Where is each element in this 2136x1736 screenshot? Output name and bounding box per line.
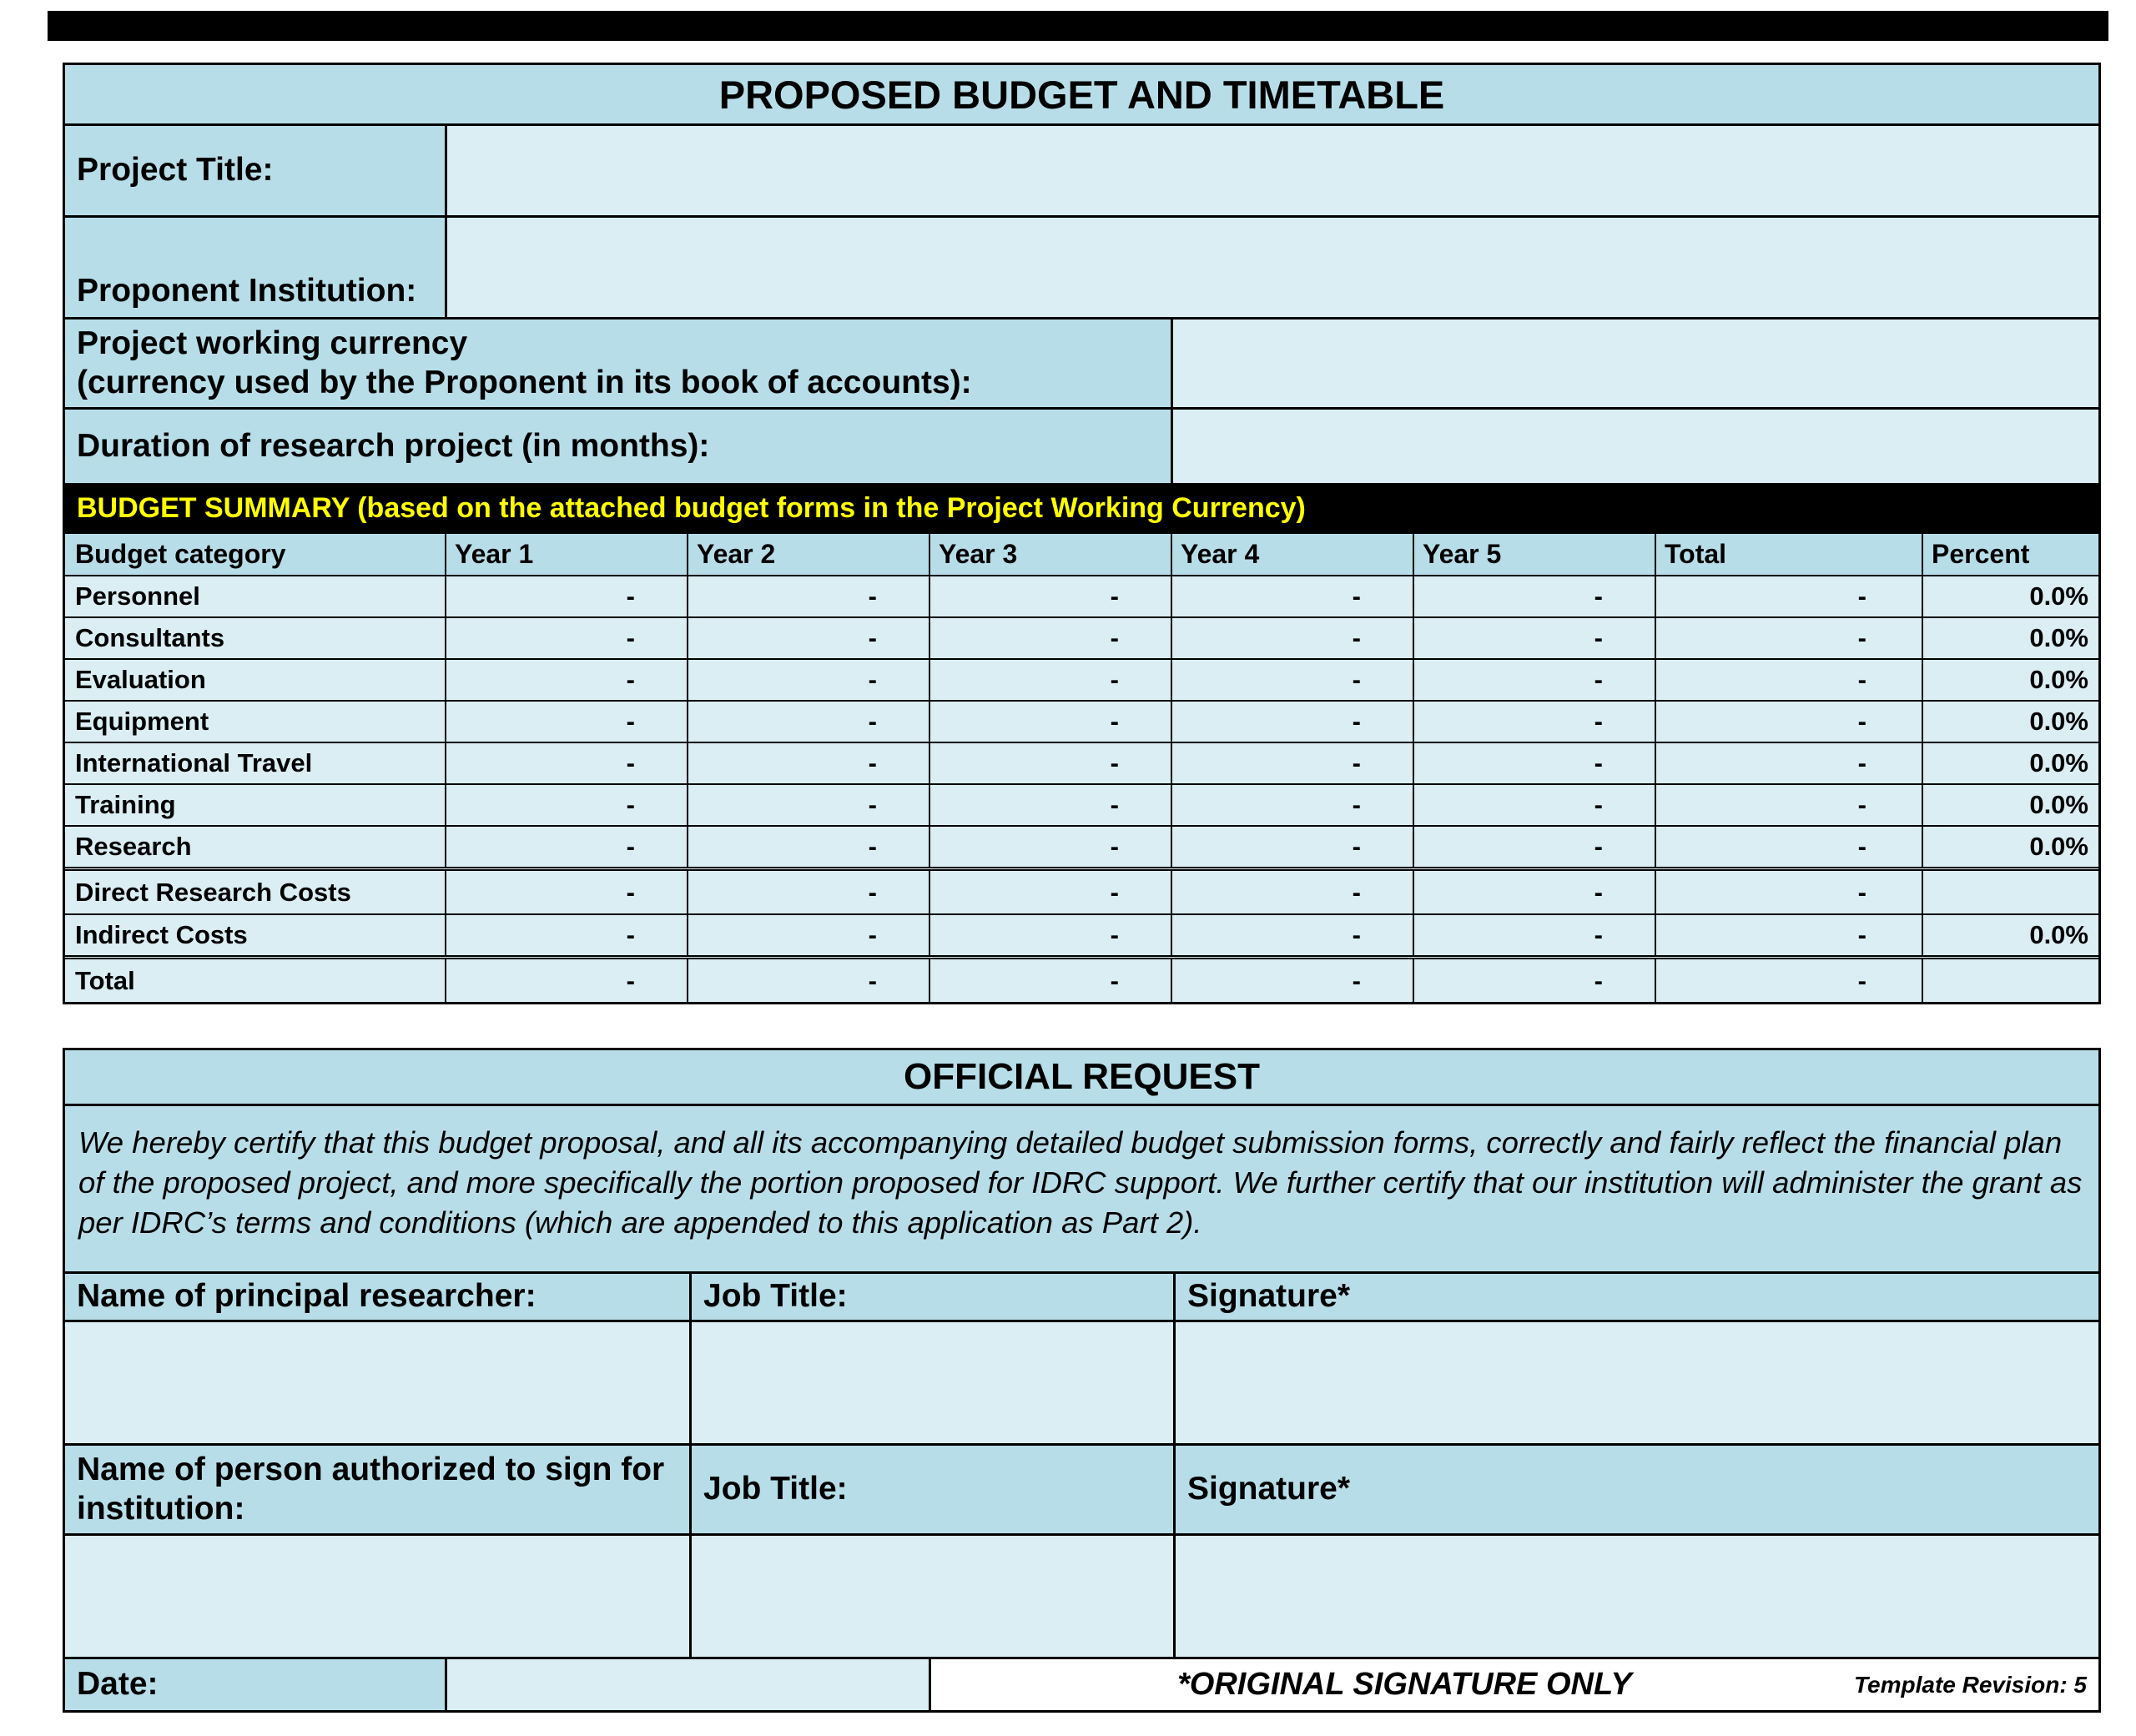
- budget-cell[interactable]: -: [1413, 915, 1655, 955]
- budget-cell[interactable]: -: [929, 827, 1171, 867]
- budget-cell[interactable]: -: [687, 959, 929, 1002]
- table-row-indirect-costs: [65, 913, 2098, 955]
- authorized-signature-label: Signature*: [1173, 1446, 2098, 1533]
- official-request-title: OFFICIAL REQUEST: [904, 1056, 1260, 1097]
- budget-cell-percent[interactable]: 0.0%: [1922, 576, 2098, 616]
- budget-row-label: Direct Research Costs: [75, 877, 351, 907]
- budget-cell-total[interactable]: -: [1655, 576, 1922, 616]
- budget-cell-percent[interactable]: 0.0%: [1922, 915, 2098, 955]
- working-currency-input[interactable]: [1171, 320, 2098, 407]
- budget-cell[interactable]: -: [1413, 576, 1655, 616]
- budget-cell-total[interactable]: -: [1655, 785, 1922, 825]
- budget-cell[interactable]: -: [687, 785, 929, 825]
- table-row-total: [65, 955, 2098, 1002]
- budget-cell[interactable]: -: [1171, 915, 1413, 955]
- column-header-budget-category: Budget category: [75, 539, 286, 569]
- date-row: [65, 1657, 2098, 1710]
- budget-row-label: Personnel: [75, 581, 200, 611]
- table-row-consultants: [65, 616, 2098, 658]
- budget-cell[interactable]: -: [929, 618, 1171, 658]
- project-title-row: [65, 123, 2098, 215]
- table-row-research: [65, 825, 2098, 867]
- budget-cell[interactable]: -: [445, 827, 687, 867]
- budget-cell[interactable]: -: [687, 660, 929, 700]
- budget-cell[interactable]: -: [445, 785, 687, 825]
- budget-cell[interactable]: -: [1171, 871, 1413, 913]
- official-request-section: [63, 1048, 2101, 1713]
- budget-row-label: Training: [75, 790, 176, 819]
- project-title-label: Project Title:: [65, 126, 445, 215]
- budget-cell-percent[interactable]: 0.0%: [1922, 743, 2098, 783]
- duration-input[interactable]: [1171, 410, 2098, 483]
- principal-entry-row: [65, 1320, 2098, 1443]
- budget-cell-percent[interactable]: 0.0%: [1922, 827, 2098, 867]
- budget-cell-total[interactable]: -: [1655, 618, 1922, 658]
- budget-cell[interactable]: -: [687, 915, 929, 955]
- budget-row-label: Consultants: [75, 623, 225, 652]
- budget-cell-total[interactable]: -: [1655, 959, 1922, 1002]
- budget-cell[interactable]: -: [687, 618, 929, 658]
- budget-row-label: Total: [75, 965, 135, 995]
- date-row-right: [929, 1659, 2098, 1710]
- authorized-signature-input[interactable]: [1173, 1536, 2098, 1657]
- budget-cell[interactable]: -: [1171, 785, 1413, 825]
- budget-cell[interactable]: -: [929, 785, 1171, 825]
- authorized-job-title-input[interactable]: [689, 1536, 1173, 1657]
- budget-cell[interactable]: -: [687, 827, 929, 867]
- budget-cell[interactable]: -: [1413, 871, 1655, 913]
- budget-cell-total[interactable]: -: [1655, 871, 1922, 913]
- budget-cell-percent[interactable]: 0.0%: [1922, 785, 2098, 825]
- budget-cell[interactable]: -: [1413, 743, 1655, 783]
- working-currency-label-line2: (currency used by the Proponent in its book of accounts):: [77, 364, 972, 400]
- budget-cell[interactable]: -: [929, 576, 1171, 616]
- budget-cell[interactable]: -: [1171, 743, 1413, 783]
- budget-cell[interactable]: -: [929, 871, 1171, 913]
- duration-row: [65, 407, 2098, 483]
- official-request-title-row: [65, 1050, 2098, 1104]
- table-row-evaluation: [65, 658, 2098, 700]
- budget-cell[interactable]: -: [445, 915, 687, 955]
- table-row-direct-research-costs: [65, 867, 2098, 913]
- certification-text: We hereby certify that this budget proposal, and all its accompanying detailed budget submission forms, correctly and fairly reflect the financial plan of the proposed project, and more specifically the portion proposed for IDRC support. We further certify that our institution will administer the grant as per IDRC’s terms and conditions (which are appended to this application as Part 2).: [65, 1106, 2098, 1271]
- budget-cell-total[interactable]: -: [1655, 660, 1922, 700]
- authorized-name-input[interactable]: [65, 1536, 689, 1657]
- budget-cell-total[interactable]: -: [1655, 915, 1922, 955]
- date-label: Date:: [65, 1659, 445, 1710]
- budget-cell-percent[interactable]: [1922, 959, 2098, 1002]
- budget-cell[interactable]: -: [445, 743, 687, 783]
- budget-cell[interactable]: -: [687, 702, 929, 742]
- budget-row-label: International Travel: [75, 748, 313, 777]
- principal-job-title-input[interactable]: [689, 1322, 1173, 1443]
- date-input[interactable]: [445, 1659, 929, 1710]
- proponent-institution-row: [65, 215, 2098, 317]
- authorized-name-label: Name of person authorized to sign for institution:: [65, 1446, 689, 1533]
- top-black-bar: [48, 11, 2108, 41]
- budget-cell-total[interactable]: -: [1655, 743, 1922, 783]
- budget-cell[interactable]: -: [445, 576, 687, 616]
- budget-cell[interactable]: -: [445, 618, 687, 658]
- budget-cell[interactable]: -: [929, 915, 1171, 955]
- budget-cell[interactable]: -: [1413, 785, 1655, 825]
- working-currency-label: [65, 320, 1171, 407]
- budget-cell[interactable]: -: [1413, 827, 1655, 867]
- column-header-year2: Year 2: [687, 534, 929, 575]
- budget-cell[interactable]: -: [1413, 702, 1655, 742]
- budget-cell[interactable]: -: [1171, 576, 1413, 616]
- budget-cell[interactable]: -: [1171, 660, 1413, 700]
- budget-cell[interactable]: -: [445, 702, 687, 742]
- authorized-entry-row: [65, 1533, 2098, 1657]
- budget-cell[interactable]: -: [929, 660, 1171, 700]
- column-header-year1: Year 1: [445, 534, 687, 575]
- budget-row-label: Indirect Costs: [75, 920, 248, 949]
- budget-cell[interactable]: -: [445, 871, 687, 913]
- column-header-total: Total: [1655, 534, 1922, 575]
- principal-name-input[interactable]: [65, 1322, 689, 1443]
- table-row-international-travel: [65, 742, 2098, 783]
- budget-summary-bar: BUDGET SUMMARY (based on the attached budget forms in the Project Working Currency): [65, 483, 2098, 531]
- budget-cell-percent[interactable]: [1922, 871, 2098, 913]
- authorized-job-title-label: Job Title:: [689, 1446, 1173, 1533]
- budget-cell[interactable]: -: [1413, 660, 1655, 700]
- proponent-institution-input[interactable]: [445, 218, 2098, 317]
- column-header-percent: Percent: [1922, 534, 2098, 575]
- page-title: PROPOSED BUDGET AND TIMETABLE: [718, 72, 1445, 117]
- budget-cell[interactable]: -: [687, 576, 929, 616]
- budget-cell[interactable]: -: [929, 959, 1171, 1002]
- certification-row: [65, 1104, 2098, 1271]
- budget-cell[interactable]: -: [445, 959, 687, 1002]
- principal-signature-label: Signature*: [1173, 1274, 2098, 1320]
- principal-signature-input[interactable]: [1173, 1322, 2098, 1443]
- column-header-year4: Year 4: [1171, 534, 1413, 575]
- budget-cell-percent[interactable]: 0.0%: [1922, 702, 2098, 742]
- budget-cell-total[interactable]: -: [1655, 702, 1922, 742]
- working-currency-label-line1: Project working currency: [77, 325, 468, 362]
- budget-cell-percent[interactable]: 0.0%: [1922, 660, 2098, 700]
- budget-cell-percent[interactable]: 0.0%: [1922, 618, 2098, 658]
- budget-cell[interactable]: -: [1413, 618, 1655, 658]
- budget-cell-total[interactable]: -: [1655, 827, 1922, 867]
- form-title-row: [65, 65, 2098, 123]
- project-title-input[interactable]: [445, 126, 2098, 215]
- principal-job-title-label: Job Title:: [689, 1274, 1173, 1320]
- authorized-header-row: [65, 1443, 2098, 1533]
- budget-cell[interactable]: -: [929, 743, 1171, 783]
- principal-header-row: [65, 1271, 2098, 1320]
- budget-cell[interactable]: -: [1171, 959, 1413, 1002]
- budget-cell[interactable]: -: [687, 743, 929, 783]
- principal-name-label: Name of principal researcher:: [65, 1274, 689, 1320]
- budget-row-label: Equipment: [75, 707, 209, 736]
- budget-cell[interactable]: -: [687, 871, 929, 913]
- duration-label: Duration of research project (in months):: [65, 410, 1171, 483]
- budget-cell[interactable]: -: [445, 660, 687, 700]
- table-row-training: [65, 783, 2098, 825]
- table-row-equipment: [65, 700, 2098, 742]
- budget-row-label: Research: [75, 832, 192, 861]
- original-signature-note: *ORIGINAL SIGNATURE ONLY: [1177, 1667, 1632, 1702]
- budget-table-header: [65, 531, 2098, 575]
- column-header-year3: Year 3: [929, 534, 1171, 575]
- budget-cell[interactable]: -: [929, 702, 1171, 742]
- budget-cell[interactable]: -: [1171, 827, 1413, 867]
- budget-cell[interactable]: -: [1171, 618, 1413, 658]
- working-currency-row: [65, 317, 2098, 407]
- column-header-year5: Year 5: [1413, 534, 1655, 575]
- budget-section: [63, 63, 2101, 1004]
- table-row-personnel: [65, 575, 2098, 616]
- budget-cell[interactable]: -: [1413, 959, 1655, 1002]
- proponent-institution-label: Proponent Institution:: [65, 218, 445, 317]
- budget-cell[interactable]: -: [1171, 702, 1413, 742]
- template-revision-note: Template Revision: 5: [1853, 1671, 2087, 1698]
- budget-row-label: Evaluation: [75, 665, 206, 694]
